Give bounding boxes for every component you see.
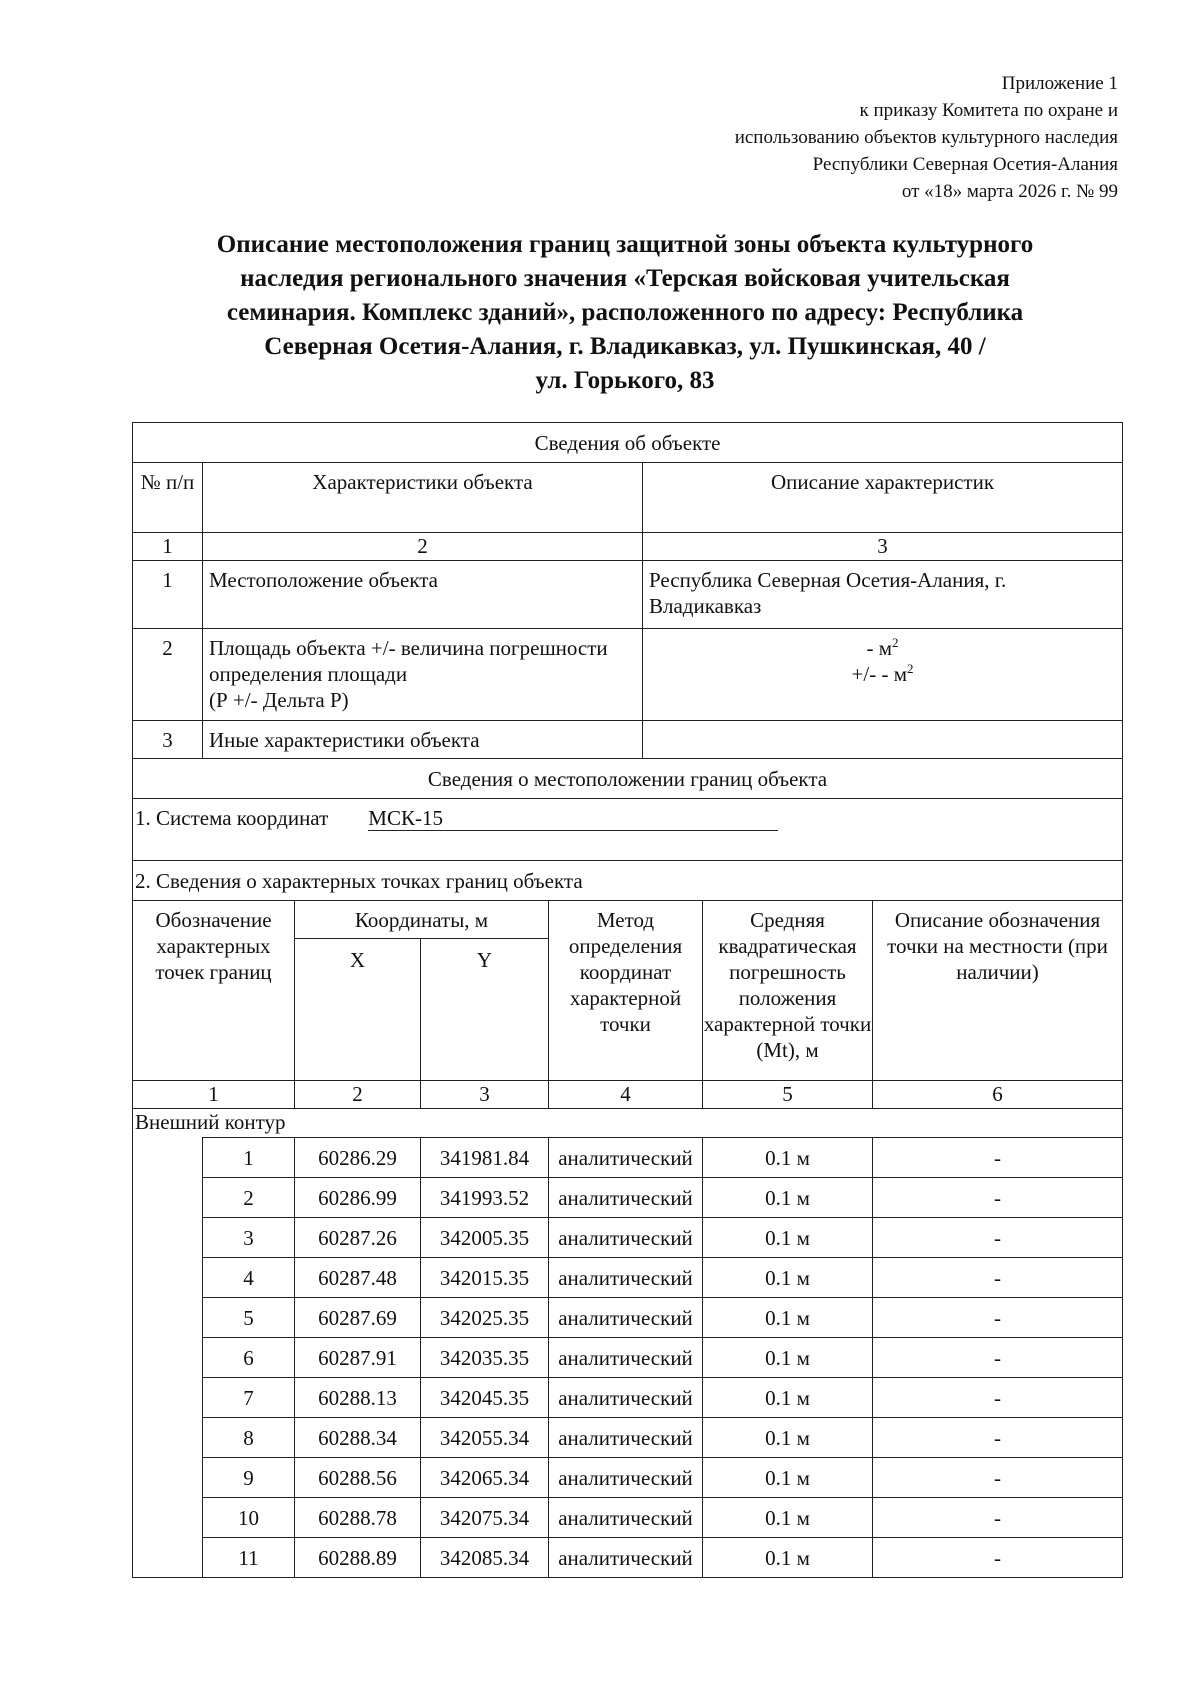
row-desc	[643, 721, 1123, 759]
area-error-unit-sup: 2	[907, 661, 914, 676]
header-description: Описание обозначения точки на местности (при наличии)	[873, 901, 1123, 1081]
point-y: 341993.52	[421, 1178, 549, 1218]
point-method: аналитический	[549, 1458, 703, 1498]
point-x: 60287.91	[295, 1338, 421, 1378]
points-label: 2. Сведения о характерных точках границ объекта	[133, 861, 1123, 901]
row-spacer	[133, 1378, 203, 1418]
area-text: - м	[866, 636, 893, 660]
point-number: 6	[203, 1338, 295, 1378]
col-index: 2	[295, 1081, 421, 1109]
header-designation: Обозначение характерных точек границ	[133, 901, 295, 1081]
row-spacer	[133, 1498, 203, 1538]
point-mt: 0.1 м	[703, 1338, 873, 1378]
point-mt: 0.1 м	[703, 1418, 873, 1458]
title-line: наследия регионального значения «Терская войсковая учительская	[240, 265, 1010, 292]
coord-system-label: 1. Система координат	[135, 806, 329, 830]
table-row	[133, 1538, 1123, 1578]
point-mt: 0.1 м	[703, 1218, 873, 1258]
header-y: Y	[421, 939, 549, 1081]
appendix-line: к приказу Комитета по охране и	[859, 100, 1118, 121]
col-index: 1	[133, 533, 203, 561]
table-row	[133, 1218, 1123, 1258]
col-desc-header: Описание характеристик	[643, 463, 1123, 533]
point-method: аналитический	[549, 1298, 703, 1338]
point-method: аналитический	[549, 1258, 703, 1298]
col-index: 1	[133, 1081, 295, 1109]
contour-label-cell	[133, 1109, 295, 1138]
point-x: 60287.48	[295, 1258, 421, 1298]
point-y: 342025.35	[421, 1298, 549, 1338]
col-num-header: № п/п	[133, 463, 203, 533]
point-method: аналитический	[549, 1418, 703, 1458]
row-spacer	[133, 1218, 203, 1258]
table-row	[133, 1458, 1123, 1498]
table-row	[133, 1298, 1123, 1338]
title-line: Северная Осетия-Алания, г. Владикавказ, ул. Пушкинская, 40 /	[264, 333, 986, 360]
point-desc: -	[873, 1298, 1123, 1338]
appendix-header	[735, 70, 1118, 205]
row-desc	[643, 629, 1123, 721]
point-y: 342035.35	[421, 1338, 549, 1378]
point-y: 342045.35	[421, 1378, 549, 1418]
point-desc: -	[873, 1218, 1123, 1258]
col-char-header: Характеристики объекта	[203, 463, 643, 533]
object-info-heading: Сведения об объекте	[133, 423, 1123, 463]
point-method: аналитический	[549, 1498, 703, 1538]
col-index: 3	[421, 1081, 549, 1109]
point-y: 342065.34	[421, 1458, 549, 1498]
row-num: 3	[133, 721, 203, 759]
point-method: аналитический	[549, 1178, 703, 1218]
point-mt: 0.1 м	[703, 1138, 873, 1178]
point-mt: 0.1 м	[703, 1538, 873, 1578]
area-error	[649, 661, 1116, 687]
col-index: 2	[203, 533, 643, 561]
point-desc: -	[873, 1418, 1123, 1458]
appendix-line: Республики Северная Осетия-Алания	[812, 154, 1118, 175]
row-spacer	[133, 1138, 203, 1178]
point-x: 60286.29	[295, 1138, 421, 1178]
point-y: 342005.35	[421, 1218, 549, 1258]
point-method: аналитический	[549, 1538, 703, 1578]
appendix-line: использованию объектов культурного наследия	[734, 127, 1118, 148]
header-x: X	[295, 939, 421, 1081]
table-row	[133, 1418, 1123, 1458]
point-number: 11	[203, 1538, 295, 1578]
point-mt: 0.1 м	[703, 1498, 873, 1538]
area-error-text: +/- - м	[851, 662, 907, 686]
point-y: 342085.34	[421, 1538, 549, 1578]
row-spacer	[133, 1538, 203, 1578]
row-char	[203, 629, 643, 721]
contour-spacer	[295, 1109, 1123, 1138]
area-value	[649, 635, 1116, 661]
table-row	[133, 1138, 1123, 1178]
appendix-line: Приложение 1	[1001, 73, 1118, 94]
row-desc: Республика Северная Осетия-Алания, г. Владикавказ	[643, 561, 1123, 629]
title-line: семинария. Комплекс зданий», расположенного по адресу: Республика	[226, 299, 1024, 326]
row-num: 2	[133, 629, 203, 721]
row-spacer	[133, 1418, 203, 1458]
point-y: 341981.84	[421, 1138, 549, 1178]
row-char-line: определения площади	[209, 662, 408, 686]
boundary-table	[132, 422, 1123, 1578]
appendix-line: от «18» марта 2026 г. № 99	[901, 181, 1118, 202]
point-x: 60286.99	[295, 1178, 421, 1218]
header-coords: Координаты, м	[295, 901, 549, 939]
col-index: 5	[703, 1081, 873, 1109]
point-x: 60288.89	[295, 1538, 421, 1578]
title-line: Описание местоположения границ защитной зоны объекта культурного	[216, 231, 1034, 258]
row-spacer	[133, 1458, 203, 1498]
point-mt: 0.1 м	[703, 1178, 873, 1218]
point-desc: -	[873, 1178, 1123, 1218]
point-number: 8	[203, 1418, 295, 1458]
point-x: 60288.34	[295, 1418, 421, 1458]
table-row	[133, 1498, 1123, 1538]
table-row	[133, 1338, 1123, 1378]
point-number: 10	[203, 1498, 295, 1538]
row-char-line: Площадь объекта +/- величина погрешности	[209, 636, 608, 660]
contour-label: Внешний контур	[135, 1110, 286, 1134]
point-number: 7	[203, 1378, 295, 1418]
point-method: аналитический	[549, 1378, 703, 1418]
table-row	[133, 1178, 1123, 1218]
row-spacer	[133, 1338, 203, 1378]
point-desc: -	[873, 1258, 1123, 1298]
point-number: 1	[203, 1138, 295, 1178]
row-char-line: (Р +/- Дельта Р)	[209, 688, 349, 712]
point-x: 60287.26	[295, 1218, 421, 1258]
col-index: 6	[873, 1081, 1123, 1109]
location-heading: Сведения о местоположении границ объекта	[133, 759, 1123, 799]
coord-system-row	[133, 799, 1123, 861]
point-desc: -	[873, 1338, 1123, 1378]
point-desc: -	[873, 1458, 1123, 1498]
point-mt: 0.1 м	[703, 1258, 873, 1298]
point-number: 3	[203, 1218, 295, 1258]
point-method: аналитический	[549, 1338, 703, 1378]
point-mt: 0.1 м	[703, 1458, 873, 1498]
point-y: 342055.34	[421, 1418, 549, 1458]
row-spacer	[133, 1298, 203, 1338]
document-title	[130, 228, 1120, 398]
table-row	[133, 1258, 1123, 1298]
point-y: 342075.34	[421, 1498, 549, 1538]
point-x: 60287.69	[295, 1298, 421, 1338]
header-method: Метод определения координат характерной точки	[549, 901, 703, 1081]
row-spacer	[133, 1258, 203, 1298]
point-y: 342015.35	[421, 1258, 549, 1298]
point-x: 60288.78	[295, 1498, 421, 1538]
point-number: 2	[203, 1178, 295, 1218]
col-index: 3	[643, 533, 1123, 561]
point-number: 9	[203, 1458, 295, 1498]
row-char: Иные характеристики объекта	[203, 721, 643, 759]
point-x: 60288.56	[295, 1458, 421, 1498]
point-method: аналитический	[549, 1218, 703, 1258]
point-mt: 0.1 м	[703, 1378, 873, 1418]
area-unit-sup: 2	[892, 635, 899, 650]
col-index: 4	[549, 1081, 703, 1109]
point-desc: -	[873, 1378, 1123, 1418]
point-desc: -	[873, 1538, 1123, 1578]
point-desc: -	[873, 1138, 1123, 1178]
row-spacer	[133, 1178, 203, 1218]
point-x: 60288.13	[295, 1378, 421, 1418]
row-num: 1	[133, 561, 203, 629]
point-number: 4	[203, 1258, 295, 1298]
table-row	[133, 1378, 1123, 1418]
title-line: ул. Горького, 83	[535, 367, 715, 394]
point-mt: 0.1 м	[703, 1298, 873, 1338]
point-number: 5	[203, 1298, 295, 1338]
header-accuracy: Средняя квадратическая погрешность положения характерной точки (Mt), м	[703, 901, 873, 1081]
row-char: Местоположение объекта	[203, 561, 643, 629]
point-desc: -	[873, 1498, 1123, 1538]
coord-system-value: МСК-15	[368, 806, 778, 831]
point-method: аналитический	[549, 1138, 703, 1178]
